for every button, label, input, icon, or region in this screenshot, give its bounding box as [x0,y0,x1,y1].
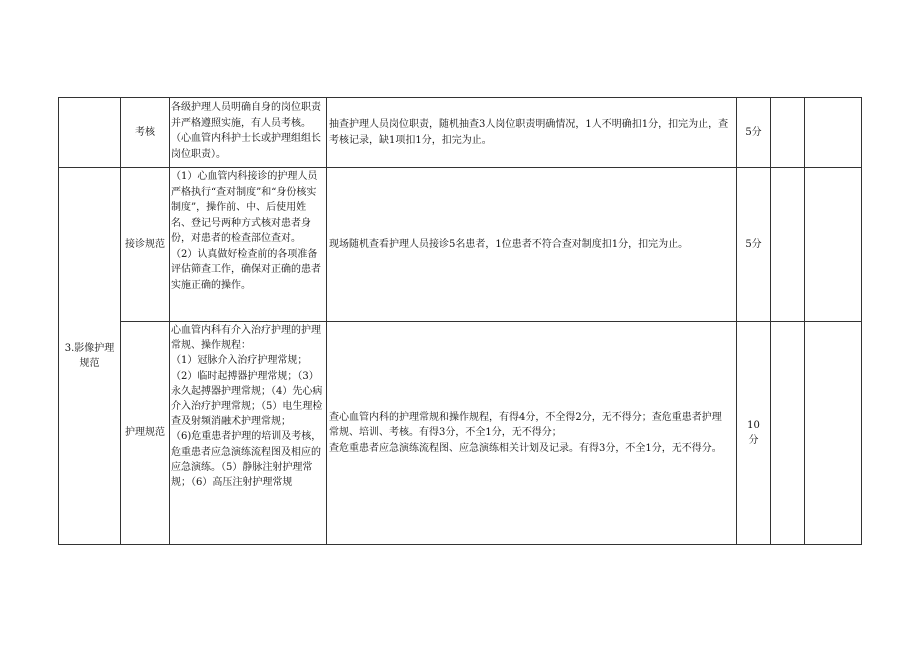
method-cell: 抽查护理人员岗位职责，随机抽查3人岗位职责明确情况，1人不明确扣1分，扣完为止，查考核记录，缺1项扣1分，扣完为止。 [329,119,729,146]
method-cell: 现场随机查看护理人员接诊5名患者，1位患者不符合查对制度扣1分，扣完为止。 [329,238,689,250]
standard-cell [170,168,326,321]
standard-paragraph: （1）心血管内科接诊的护理人员严格执行“查对制度”和“身份核实制度”，操作前、中、后使用姓名、登记号两种方式核对患者身份，对患者的检查部位查对。 [171,171,318,244]
item-cell: 接诊规范 [125,238,165,250]
item-cell: 考核 [135,126,155,138]
standard-cell: 心血管内科有介入治疗护理的护理常规、操作规程： （1）冠脉介入治疗护理常规； （2）临时起搏器护理常规；（3）永久起搏器护理常规；（4）先心病介入治疗护理常规；（5）电生理检查及射频消融术护理常规； （6)危重患者护理的培训及考核，危重患者应急演练流程图及相应的应急演练。（5）静脉注射护理常规；（6）高压注射护理常规 [171,325,323,489]
standard-paragraph: （2）认真做好检查前的各项准备评估筛查工作，确保对正确的患者实施正确的操作。 [171,248,321,291]
method-cell: 查心血管内科的护理常规和操作规程，有得4分，不全得2分，无不得分；查危重患者护理常规、培训、考核。有得3分，不全1分，无不得分； 查危重患者应急演练流程图、应急演练相关计划及记录。有得3分，不全1分，无不得分。 [329,411,722,454]
score-cell: 5分 [745,238,762,250]
assessment-table [58,97,862,545]
score-cell: 10分 [747,419,760,446]
standard-cell: 各级护理人员明确自身的岗位职责并严格遵照实施，有人员考核。（心血管内科护士长或护理组组长岗位职责）。 [171,102,321,160]
item-cell: 护理规范 [125,427,165,439]
score-cell: 5分 [745,126,762,138]
table-border-bottom [58,544,862,545]
category-cell: 3.影像护理规范 [64,342,115,369]
